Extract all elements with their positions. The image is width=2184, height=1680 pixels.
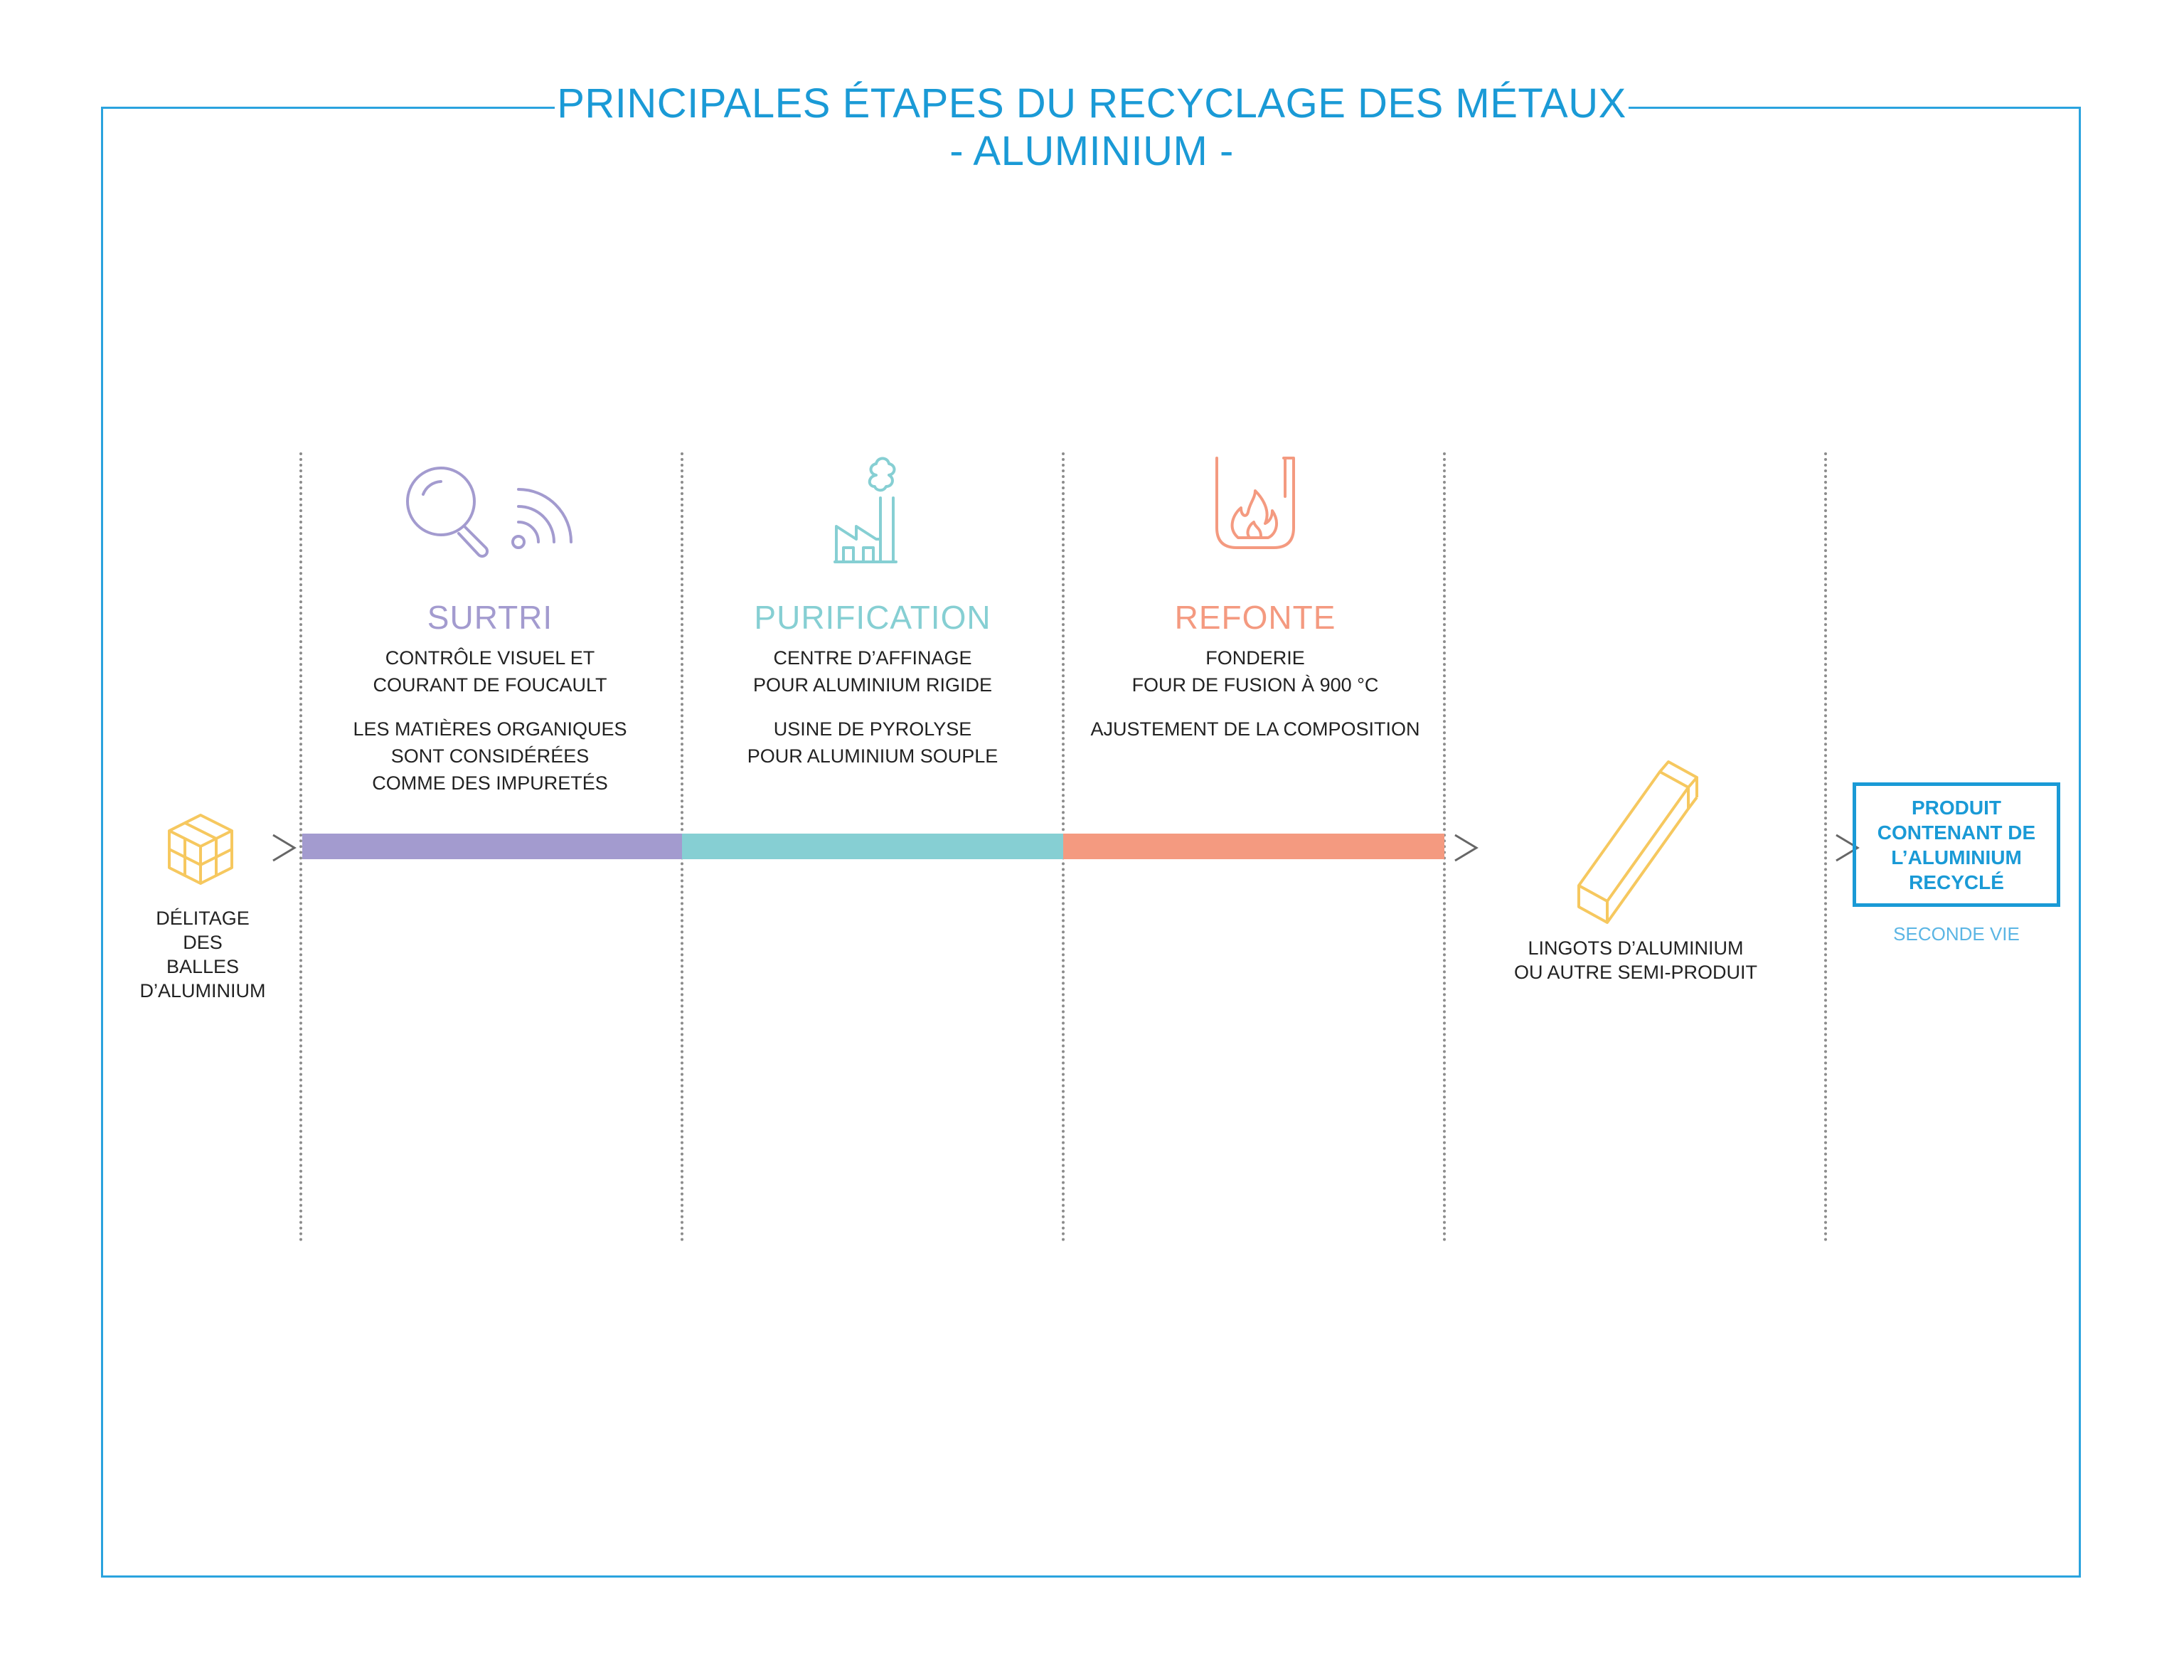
product-line: RECYCLÉ bbox=[1909, 871, 2004, 893]
ingots-caption bbox=[1493, 936, 1778, 984]
purification-bar bbox=[682, 834, 1063, 859]
eddy-current-icon bbox=[508, 482, 587, 553]
ingots-caption-line: OU AUTRE SEMI-PRODUIT bbox=[1513, 962, 1758, 983]
refonte-bar bbox=[1063, 834, 1444, 859]
surtri-bar bbox=[302, 834, 682, 859]
diagram-title bbox=[555, 80, 1629, 176]
factory-icon bbox=[832, 455, 917, 569]
furnace-icon bbox=[1213, 454, 1298, 553]
stage-surtri bbox=[305, 597, 675, 797]
stage-purification bbox=[688, 597, 1058, 770]
separator-5 bbox=[1824, 452, 1827, 1242]
stage-line: POUR ALUMINIUM SOUPLE bbox=[747, 745, 998, 767]
stage-line: CENTRE D’AFFINAGE bbox=[773, 647, 972, 669]
product-line: CONTENANT DE bbox=[1877, 821, 2036, 844]
stage-line: COURANT DE FOUCAULT bbox=[373, 674, 607, 696]
magnifier-icon bbox=[402, 462, 494, 555]
start-caption-line: BALLES bbox=[166, 956, 240, 977]
stage-title: SURTRI bbox=[427, 599, 553, 636]
stage-title: PURIFICATION bbox=[754, 599, 991, 636]
title-line-1: PRINCIPALES ÉTAPES DU RECYCLAGE DES MÉTAUX bbox=[557, 80, 1626, 127]
box-icon bbox=[165, 809, 239, 888]
stage-line: COMME DES IMPURETÉS bbox=[372, 772, 608, 794]
second-life-label: SECONDE VIE bbox=[1893, 923, 2020, 945]
start-caption bbox=[114, 906, 292, 1003]
start-caption-line: DES bbox=[183, 932, 223, 953]
title-line-2: - ALUMINIUM - bbox=[949, 128, 1234, 175]
stage-line: POUR ALUMINIUM RIGIDE bbox=[752, 674, 993, 696]
product-line: PRODUIT bbox=[1912, 796, 2001, 819]
stage-line: CONTRÔLE VISUEL ET bbox=[385, 647, 595, 669]
ingot-icon bbox=[1572, 757, 1707, 925]
stage-line: LES MATIÈRES ORGANIQUES bbox=[353, 718, 627, 740]
start-caption-line: DÉLITAGE bbox=[156, 908, 250, 929]
stage-line: AJUSTEMENT DE LA COMPOSITION bbox=[1090, 718, 1420, 740]
stage-refonte bbox=[1070, 597, 1440, 743]
chevron-right-icon bbox=[270, 832, 299, 863]
product-line: L’ALUMINIUM bbox=[1891, 846, 2022, 868]
stage-line: USINE DE PYROLYSE bbox=[773, 718, 972, 740]
product-box bbox=[1853, 782, 2060, 907]
ingots-caption-line: LINGOTS D’ALUMINIUM bbox=[1528, 937, 1744, 959]
stage-line: SONT CONSIDÉRÉES bbox=[390, 745, 590, 767]
stage-line: FONDERIE bbox=[1205, 647, 1305, 669]
start-caption-line: D’ALUMINIUM bbox=[139, 980, 266, 1001]
stage-line: FOUR DE FUSION À 900 °C bbox=[1131, 674, 1379, 696]
stage-title: REFONTE bbox=[1174, 599, 1336, 636]
chevron-right-icon bbox=[1452, 832, 1481, 863]
